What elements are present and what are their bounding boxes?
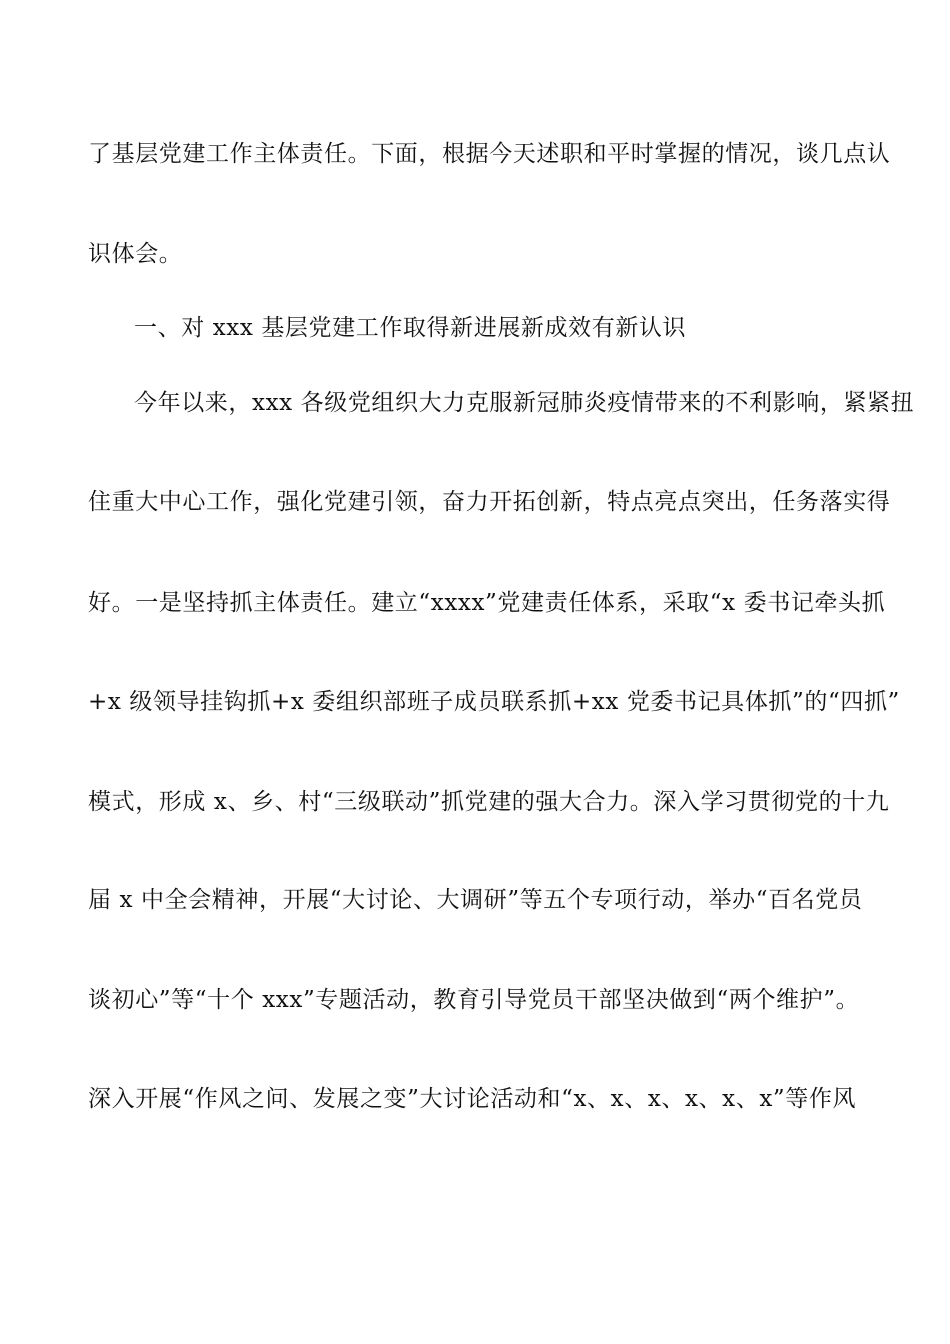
paragraph-line-8: 届 x 中全会精神，开展“大讨论、大调研”等五个专项行动，举办“百名党员 [88, 887, 863, 913]
paragraph-line-9: 谈初心”等“十个 xxx”专题活动，教育引导党员干部坚决做到“两个维护”。 [88, 987, 860, 1013]
paragraph-line-1: 了基层党建工作主体责任。下面，根据今天述职和平时掌握的情况，谈几点认 [88, 141, 891, 167]
paragraph-line-10: 深入开展“作风之问、发展之变”大讨论活动和“x、x、x、x、x、x”等作风 [88, 1086, 857, 1112]
paragraph-line-5: 好。一是坚持抓主体责任。建立“xxxx”党建责任体系，采取“x 委书记牵头抓 [88, 590, 886, 616]
paragraph-line-6: +x 级领导挂钩抓+x 委组织部班子成员联系抓+xx 党委书记具体抓”的“四抓” [88, 689, 900, 715]
paragraph-line-7: 模式，形成 x、乡、村“三级联动”抓党建的强大合力。深入学习贯彻党的十九 [88, 789, 890, 815]
paragraph-line-4: 住重大中心工作，强化党建引领，奋力开拓创新，特点亮点突出，任务落实得 [88, 489, 891, 515]
paragraph-line-2: 识体会。 [88, 241, 183, 267]
paragraph-line-3: 今年以来，xxx 各级党组织大力克服新冠肺炎疫情带来的不利影响，紧紧扭 [134, 390, 915, 416]
section-heading: 一、对 xxx 基层党建工作取得新进展新成效有新认识 [134, 315, 687, 341]
